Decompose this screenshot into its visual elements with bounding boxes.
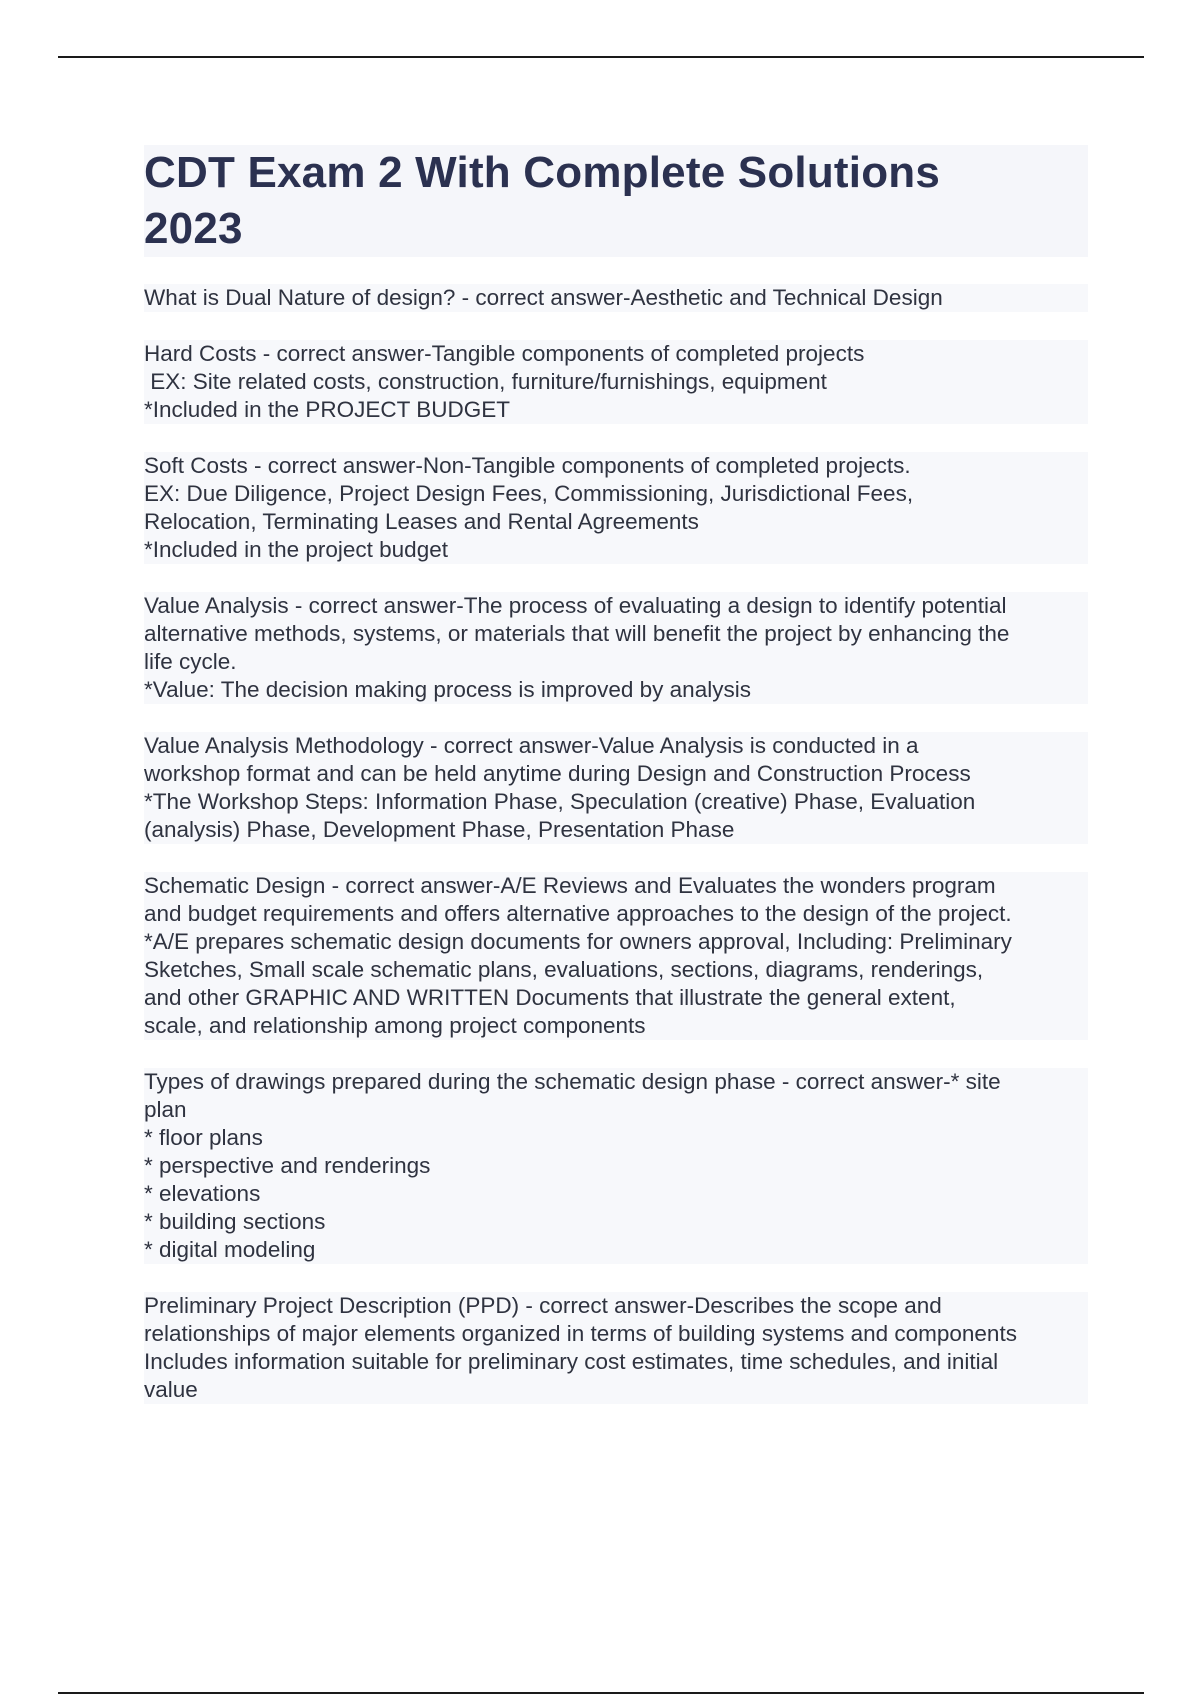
- title-block: [144, 145, 1088, 257]
- entry-line: *The Workshop Steps: Information Phase, Speculation (creative) Phase, Evaluation: [144, 789, 976, 814]
- entry-line: * elevations: [144, 1181, 261, 1206]
- entry-line: *Value: The decision making process is improved by analysis: [144, 677, 751, 702]
- entry-line: * perspective and renderings: [144, 1153, 431, 1178]
- entry-line: scale, and relationship among project components: [144, 1013, 646, 1038]
- qa-entry-value-analysis-methodology: [144, 732, 1088, 844]
- entry-line: life cycle.: [144, 649, 237, 674]
- entry-line: relationships of major elements organized in terms of building systems and components: [144, 1321, 1017, 1346]
- header-rule: [58, 56, 1144, 58]
- entry-line: Relocation, Terminating Leases and Rental Agreements: [144, 509, 699, 534]
- entry-line: *Included in the project budget: [144, 537, 448, 562]
- qa-entry-ppd: [144, 1292, 1088, 1404]
- document-body: [144, 284, 1088, 1432]
- entry-line: * floor plans: [144, 1125, 263, 1150]
- entry-line: and other GRAPHIC AND WRITTEN Documents that illustrate the general extent,: [144, 985, 956, 1010]
- qa-entry-schematic-design: [144, 872, 1088, 1040]
- qa-entry-hard-costs: [144, 340, 1088, 424]
- entry-line: EX: Due Diligence, Project Design Fees, Commissioning, Jurisdictional Fees,: [144, 481, 914, 506]
- entry-line: Soft Costs - correct answer-Non-Tangible components of completed projects.: [144, 453, 911, 478]
- entry-line: EX: Site related costs, construction, furniture/furnishings, equipment: [144, 369, 827, 394]
- entry-line: (analysis) Phase, Development Phase, Presentation Phase: [144, 817, 735, 842]
- document-title: [144, 145, 1088, 257]
- entry-line: Value Analysis - correct answer-The process of evaluating a design to identify potential: [144, 593, 1007, 618]
- entry-line: alternative methods, systems, or materials that will benefit the project by enhancing the: [144, 621, 1010, 646]
- entry-line: *Included in the PROJECT BUDGET: [144, 397, 510, 422]
- entry-line: * digital modeling: [144, 1237, 316, 1262]
- footer-rule: [58, 1692, 1144, 1694]
- title-line-2: 2023: [144, 204, 243, 253]
- qa-entry-dual-nature: [144, 284, 1088, 312]
- entry-line: and budget requirements and offers alternative approaches to the design of the project.: [144, 901, 1012, 926]
- entry-line: value: [144, 1377, 198, 1402]
- qa-entry-value-analysis: [144, 592, 1088, 704]
- entry-line: Hard Costs - correct answer-Tangible components of completed projects: [144, 341, 865, 366]
- entry-line: Value Analysis Methodology - correct answer-Value Analysis is conducted in a: [144, 733, 919, 758]
- qa-entry-soft-costs: [144, 452, 1088, 564]
- title-line-1: CDT Exam 2 With Complete Solutions: [144, 148, 941, 197]
- entry-line: What is Dual Nature of design? - correct answer-Aesthetic and Technical Design: [144, 285, 943, 310]
- entry-line: Includes information suitable for preliminary cost estimates, time schedules, and initial: [144, 1349, 999, 1374]
- qa-entry-drawing-types: [144, 1068, 1088, 1264]
- entry-line: plan: [144, 1097, 187, 1122]
- entry-line: Sketches, Small scale schematic plans, evaluations, sections, diagrams, renderings,: [144, 957, 984, 982]
- entry-line: Preliminary Project Description (PPD) - correct answer-Describes the scope and: [144, 1293, 942, 1318]
- entry-line: workshop format and can be held anytime during Design and Construction Process: [144, 761, 971, 786]
- entry-line: *A/E prepares schematic design documents for owners approval, Including: Preliminary: [144, 929, 1012, 954]
- entry-line: Schematic Design - correct answer-A/E Reviews and Evaluates the wonders program: [144, 873, 996, 898]
- entry-line: Types of drawings prepared during the schematic design phase - correct answer-* site: [144, 1069, 1001, 1094]
- entry-line: * building sections: [144, 1209, 326, 1234]
